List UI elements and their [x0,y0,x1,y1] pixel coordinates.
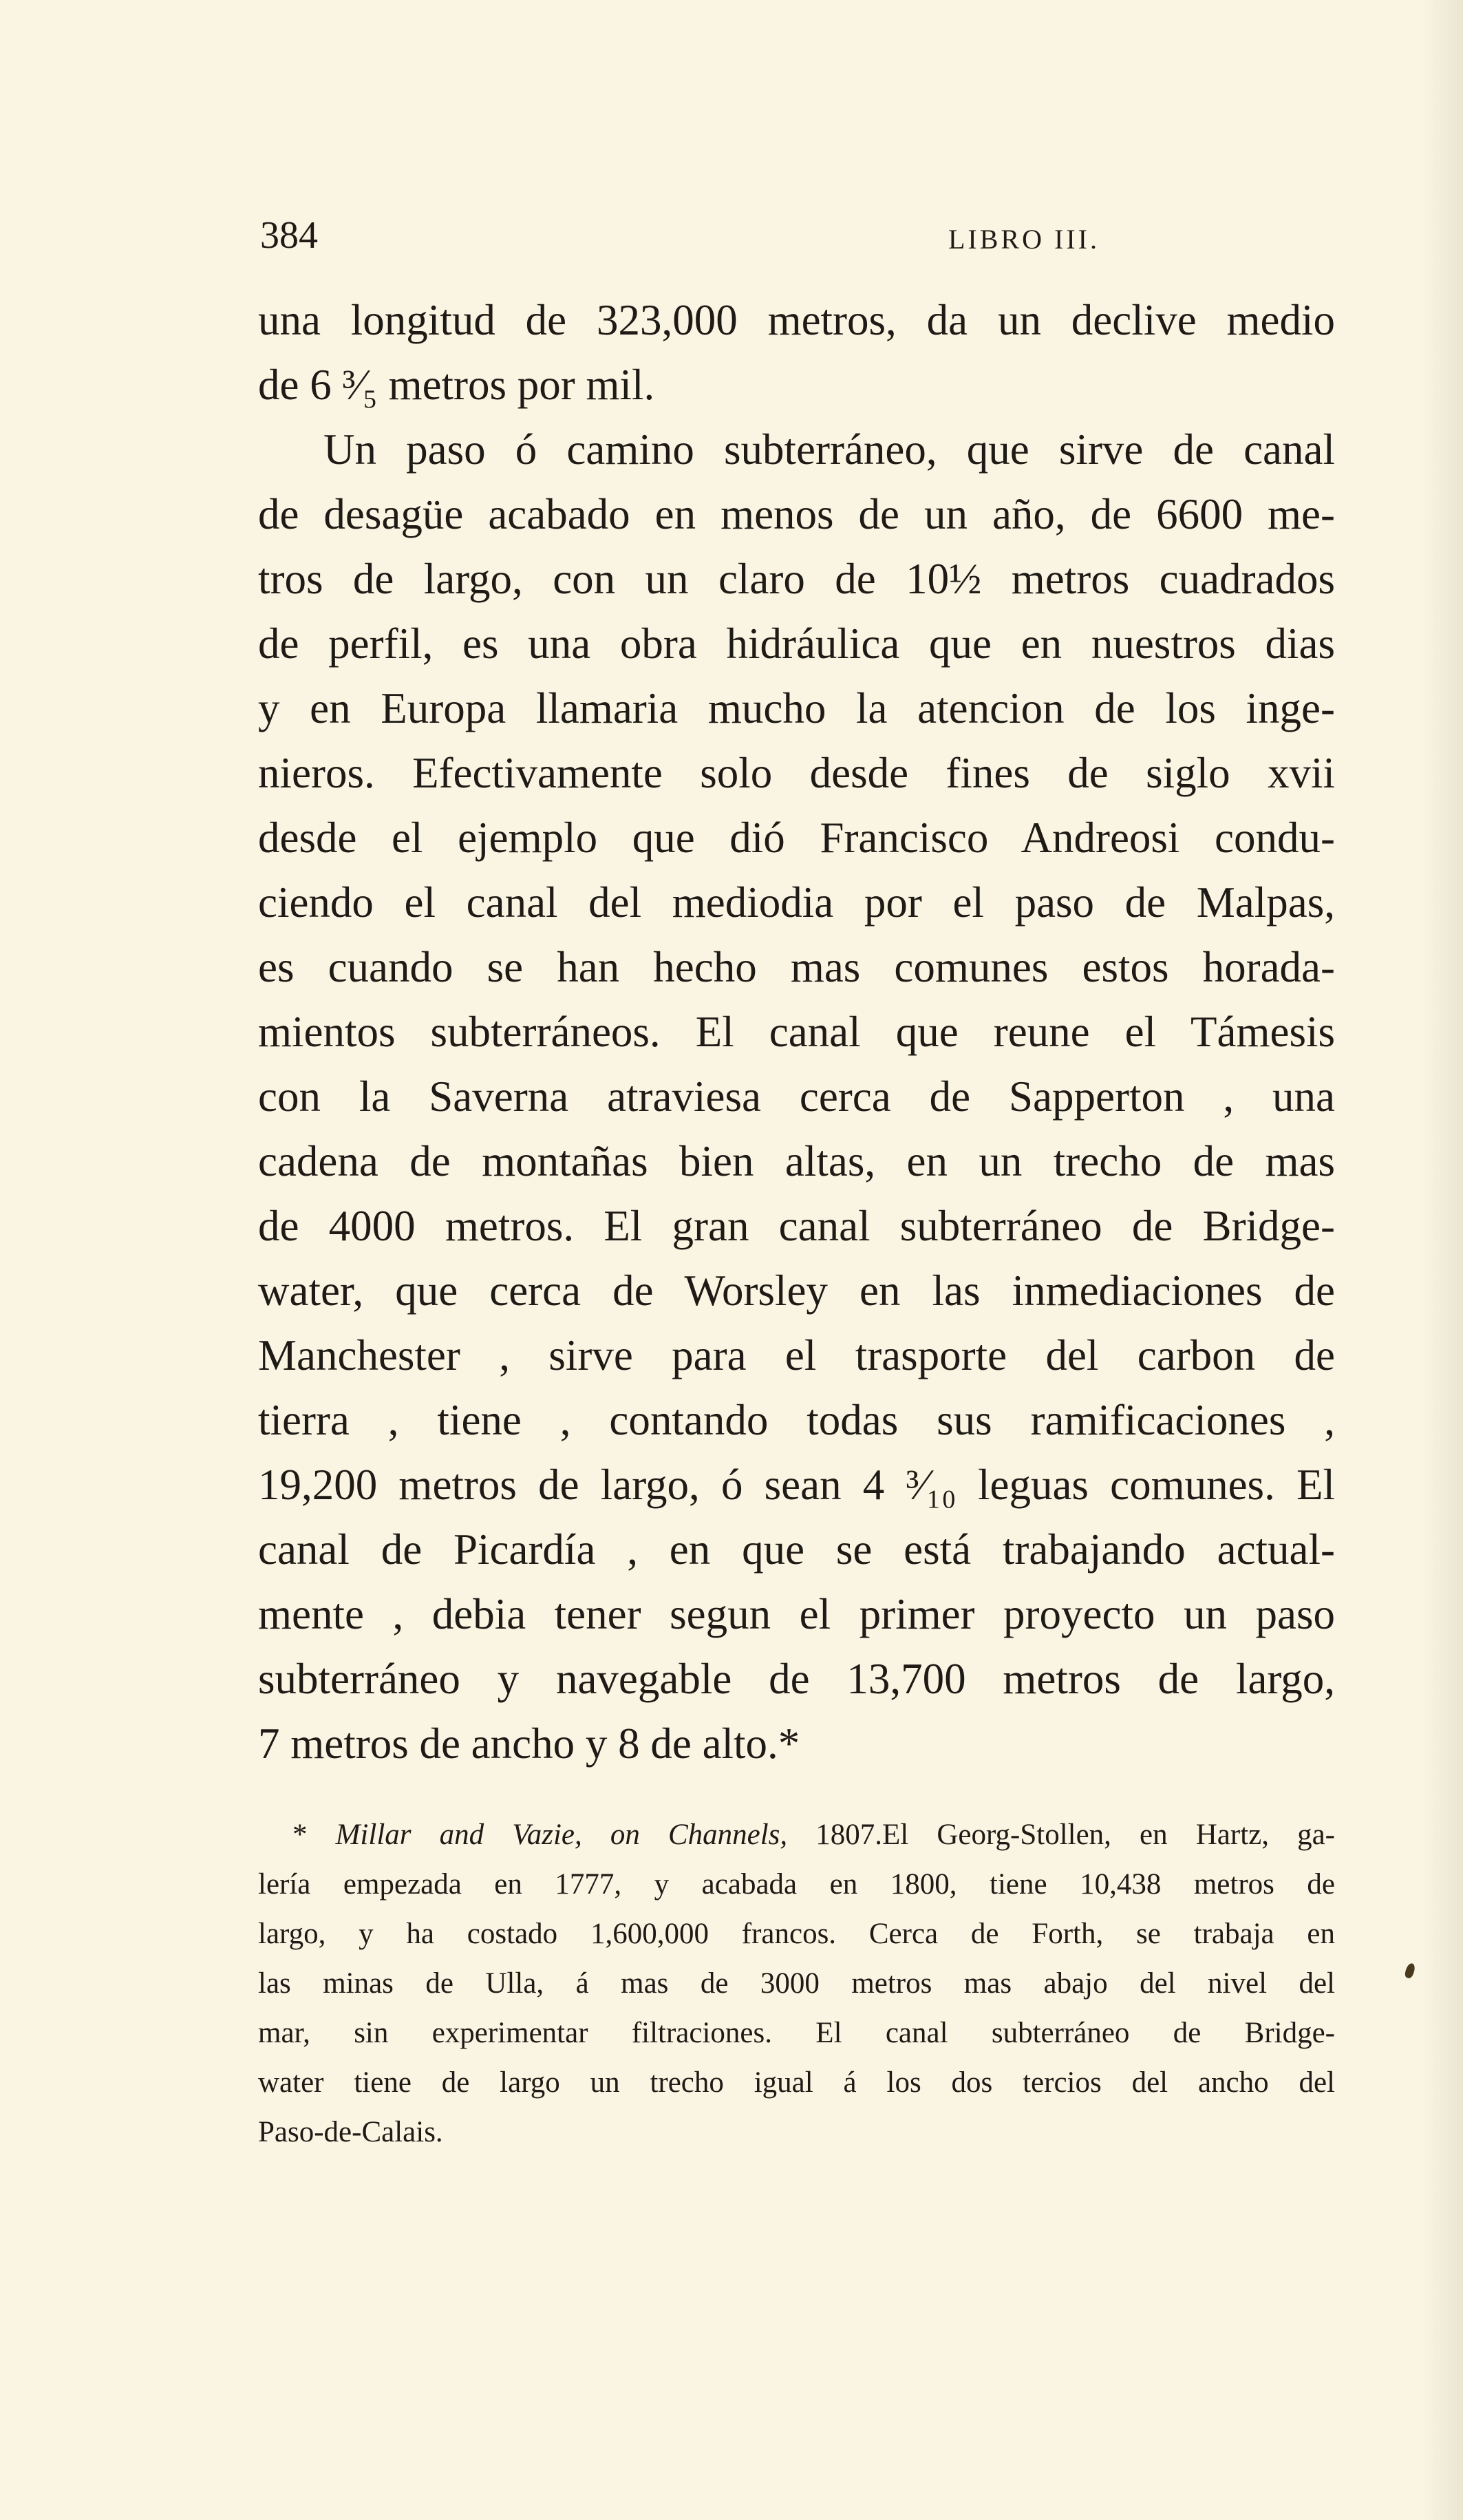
text-line: cadena de montañas bien altas, en un trecho de mas [258,1137,1335,1185]
footnote-citation: Millar and Vazie, on Channels, [335,1819,788,1851]
text-line: 19,200 metros de largo, ó sean 4 ³⁄₁₀ leguas comunes. El [258,1461,1335,1509]
footnote-marker: * [292,1819,308,1851]
text-line: tros de largo, con un claro de 10½ metros cuadrados [258,555,1335,603]
text-line: nieros. Efectivamente solo desde fines de siglo xvii [258,749,1335,797]
text-line: con la Saverna atraviesa cerca de Sapperton , una [258,1072,1335,1121]
text-line: subterráneo y navegable de 13,700 metros de largo, [258,1655,1335,1703]
running-head: LIBRO III. [948,224,1100,255]
text-line: Un paso ó camino subterráneo, que sirve de canal [323,425,1335,474]
footnote-line: lería empezada en 1777, y acabada en 1800, tiene 10,438 metros de [258,1868,1335,1900]
text-line: y en Europa llamaria mucho la atencion de los inge- [258,684,1335,732]
ink-blot [1404,1962,1416,1980]
page-edge-shadow [1422,0,1463,2520]
text-line: ciendo el canal del mediodia por el paso de Malpas, [258,878,1335,927]
page-header [260,213,1334,268]
footnote [258,1810,1335,2157]
footnote-line: largo, y ha costado 1,600,000 francos. Cerca de Forth, se trabaja en [258,1918,1335,1950]
footnote-line [258,1810,1335,1860]
text-line: una longitud de 323,000 metros, da un declive medio [258,296,1335,344]
text-line: water, que cerca de Worsley en las inmediaciones de [258,1267,1335,1315]
text-line: de 6 ³⁄₅ metros por mil. [258,361,655,409]
text-line: de 4000 metros. El gran canal subterráneo de Bridge- [258,1202,1335,1250]
footnote-line: Paso-de-Calais. [258,2116,443,2148]
text-line: de desagüe acabado en menos de un año, de 6600 me- [258,490,1335,538]
text-line: mente , debia tener segun el primer proyecto un paso [258,1590,1335,1638]
text-line: de perfil, es una obra hidráulica que en nuestros dias [258,620,1335,668]
text-line: desde el ejemplo que dió Francisco Andreosi condu- [258,814,1335,862]
text-line: tierra , tiene , contando todas sus ramificaciones , [258,1396,1335,1444]
text-line: canal de Picardía , en que se está trabajando actual- [258,1525,1335,1574]
text-line: Manchester , sirve para el trasporte del carbon de [258,1331,1335,1379]
footnote-line: mar, sin experimentar filtraciones. El canal subterráneo de Bridge- [258,2017,1335,2049]
text-line: es cuando se han hecho mas comunes estos horada- [258,943,1335,991]
text-line: mientos subterráneos. El canal que reune el Támesis [258,1008,1335,1056]
footnote-line: las minas de Ulla, á mas de 3000 metros mas abajo del nivel del [258,1967,1335,2000]
text-line: 7 metros de ancho y 8 de alto.* [258,1719,800,1768]
footnote-line: water tiene de largo un trecho igual á los dos tercios del ancho del [258,2066,1335,2099]
page-number: 384 [260,214,318,257]
footnote-line-rest: 1807.El Georg-Stollen, en Hartz, ga- [787,1819,1335,1851]
body-text [258,288,1335,1776]
